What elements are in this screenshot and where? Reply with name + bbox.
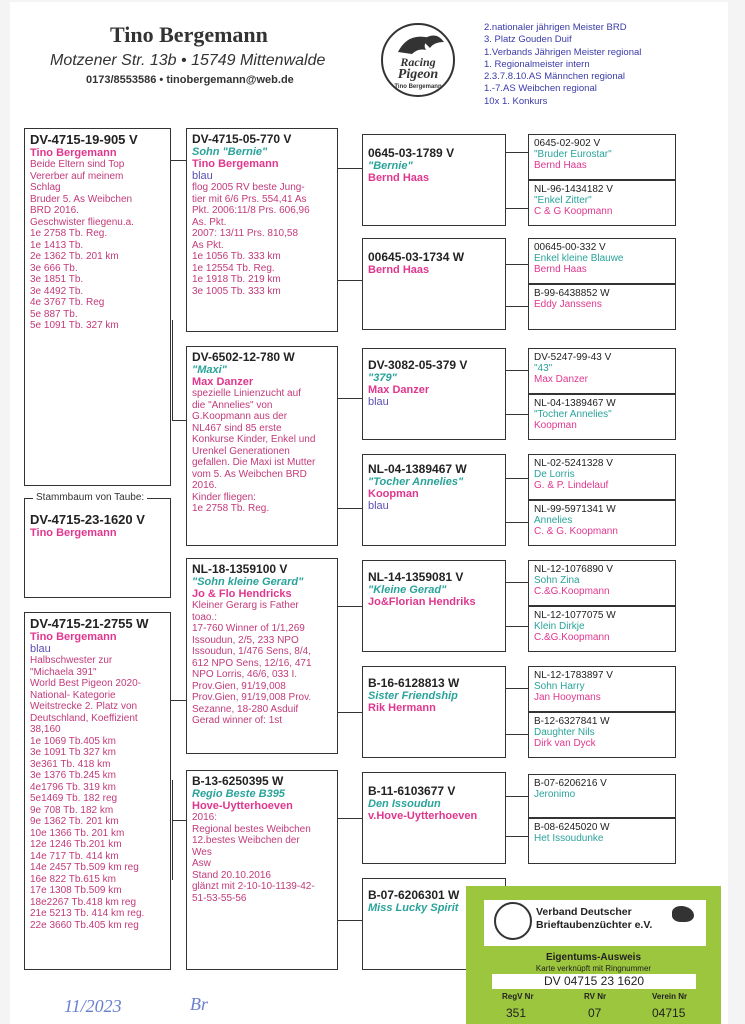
pigeon-name: Sohn "Bernie" — [192, 146, 268, 158]
ring-number: NL-99-5971341 W — [534, 504, 616, 515]
logo-line3: Tino Bergemann — [394, 84, 442, 90]
vdb-emblem-icon — [494, 902, 532, 940]
card-val-regv: 351 — [506, 1006, 527, 1020]
pigeon-name: "Tocher Annelies" — [368, 476, 464, 488]
pedigree-card-dam-main — [24, 612, 171, 970]
pedigree-card-gen3-12 — [528, 712, 676, 758]
owner-name: Tino Bergemann — [30, 527, 117, 539]
pigeon-name: Daughter Nils — [534, 727, 595, 738]
pedigree-card-gen3-10 — [528, 606, 676, 652]
ring-number: B-12-6327841 W — [534, 716, 610, 727]
ownership-card — [466, 886, 721, 1024]
pedigree-card-gen3-6 — [528, 394, 676, 440]
owner-name: Bernd Haas — [534, 264, 587, 275]
owner-name: v.Hove-Uytterhoeven — [368, 810, 478, 822]
pigeon-name: "379" — [368, 372, 397, 384]
pedigree-notes: 2016: Regional bestes Weibchen 12.bestes Weibchen der Wes Asw Stand 20.10.2016 glänzt mit 2-10-10-1139-42- 51-53-55-56 — [192, 812, 315, 904]
pigeon-name: Den Issoudun — [368, 798, 441, 810]
achievement-item: 2.nationaler jährigen Meister BRD — [484, 22, 627, 33]
pigeon-name: Regio Beste B395 — [192, 788, 285, 800]
owner-name: Dirk van Dyck — [534, 738, 596, 749]
owner-name: Bernd Haas — [534, 160, 587, 171]
owner-name: Max Danzer — [368, 384, 430, 396]
pigeon-name: Miss Lucky Spirit — [368, 902, 459, 914]
pigeon-name: Klein Dirkje — [534, 621, 585, 632]
ring-number: NL-96-1434182 V — [534, 184, 613, 195]
owner-name: C & G Koopmann — [534, 206, 613, 217]
owner-name: C. & G. Koopmann — [534, 526, 618, 537]
pigeon-name: Sohn Harry — [534, 681, 585, 692]
ring-number: B-99-6438852 W — [534, 288, 610, 299]
ring-number: NL-14-1359081 V — [368, 570, 464, 584]
pedigree-card-gen1-3 — [186, 558, 338, 754]
pedigree-card-gen3-13 — [528, 774, 676, 818]
ring-number: B-11-6103677 V — [368, 784, 456, 798]
pedigree-notes: spezielle Linienzucht auf die "Annelies" von G.Koopmann aus der NL467 sind 85 erste Konkurse Kinder, Enkel und Urenkel Generationen gefallen. Die Maxi ist Mutter vom 5. As Weibchen BRD 2016. Kinder fliegen: 1e 2758 Tb. Reg. — [192, 388, 316, 514]
owner-name: Rik Hermann — [368, 702, 436, 714]
pedigree-card-gen3-8 — [528, 500, 676, 546]
owner-name: Koopman — [534, 420, 577, 431]
pedigree-card-gen3-1 — [528, 134, 676, 180]
ring-number: B-07-6206216 V — [534, 778, 607, 789]
card-val-verein: 04715 — [652, 1006, 686, 1020]
racing-pigeon-logo — [378, 22, 458, 98]
pedigree-card-subject — [24, 498, 171, 598]
card-col-regv: RegV Nr — [502, 992, 534, 1001]
pigeon-icon — [672, 906, 694, 922]
pedigree-card-gen3-11 — [528, 666, 676, 712]
pedigree-card-gen3-14 — [528, 818, 676, 864]
pigeon-name: "Maxi" — [192, 364, 227, 376]
ring-number: DV-5247-99-43 V — [534, 352, 612, 363]
owner-name: Hove-Uytterhoeven — [192, 800, 293, 812]
owner-name: C.&G.Koopmann — [534, 632, 610, 643]
achievement-item: 3. Platz Gouden Duif — [484, 34, 572, 46]
achievements-list — [484, 22, 734, 108]
card-ring-number: DV 04715 23 1620 — [492, 974, 696, 989]
pedigree-notes: Beide Eltern sind Top Vererber auf meinem Schlag Bruder 5. As Weibchen BRD 2016. Geschwister fliegenu.a. 1e 2758 Tb. Reg. 1e 1413 Tb. 2e 1362 Tb. 201 km 3e 666 Tb. 3e 1851 Tb. 3e 4492 Tb. 4e 3767 Tb. Reg 5e 887 Tb. 5e 1091 Tb. 327 km — [30, 159, 134, 331]
pedigree-card-gen1-2 — [186, 346, 338, 546]
breeder-address: Motzener Str. 13b • 15749 Mittenwalde — [50, 52, 326, 69]
pedigree-card-gen3-7 — [528, 454, 676, 500]
card-subtitle: Karte verknüpft mit Ringnummer — [535, 964, 652, 973]
ring-number: NL-12-1783897 V — [534, 670, 613, 681]
pigeon-name: "Tocher Annelies" — [534, 409, 612, 420]
owner-name: Bernd Haas — [368, 172, 430, 184]
card-title: Eigentums-Ausweis — [545, 952, 642, 963]
color-label: blau — [192, 170, 213, 182]
ring-number: B-13-6250395 W — [192, 774, 284, 788]
pigeon-name: "Bruder Eurostar" — [534, 149, 612, 160]
achievement-item: 2.3.7.8.10.AS Männchen regional — [484, 71, 626, 83]
color-label: blau — [368, 396, 389, 408]
ring-number: DV-4715-19-905 V — [30, 132, 138, 147]
logo-line2: Pigeon — [397, 67, 439, 82]
color-label: blau — [30, 643, 51, 655]
achievement-item: 1.Verbands Jährigen Meister regional — [484, 46, 642, 58]
pedigree-card-gen3-2 — [528, 180, 676, 226]
pedigree-card-gen3-5 — [528, 348, 676, 394]
owner-name: Max Danzer — [534, 374, 588, 385]
pedigree-card-gen2-7 — [362, 772, 506, 864]
ring-number: DV-3082-05-379 V — [368, 358, 468, 372]
pedigree-notes: Halbschwester zur "Michaela 391" World Best Pigeon 2020- National- Kategorie Weitstrecke 2. Platz von Deutschland, Koeffizient 38,160 1e 1069 Tb.405 km 3e 1091 Tb 327 km 3e361 Tb. 418 km 3e 1376 Tb.245 km 4e1796 Tb. 319 km 5e1469 Tb. 182 reg 9e 708 Tb. 182 km 9e 1362 Tb. 201 km 10e 1366 Tb. 201 km 12e 1246 Tb.201 km 14e 717 Tb. 414 km 14e 2457 Tb.509 km reg 16e 822 Tb.615 km 17e 1308 Tb.509 km 18e2267 Tb.418 km reg 21e 5213 Tb. 414 km reg. 22e 3660 Tb.405 km reg — [30, 655, 145, 931]
pigeon-name: Het Issoudunke — [534, 833, 604, 844]
card-organization: Verband Deutscher Brieftaubenzüchter e.V. — [536, 906, 653, 931]
pedigree-notes: Kleiner Gerarg is Father toao.: 17-760 Winner of 1/1,269 Issoudun, 2/5, 233 NPO Issoudun, 1/476 Sens, 8/4, 612 NPO Sens, 12/16, 471 NPO Lorris, 46/6, 033 I. Prov.Gien, 91/19,008 Prov.Gien, 91/19,008 Prov. Sezanne, 18-280 Asduif Gerad winner of: 1st — [192, 600, 312, 726]
pigeon-name: De Lorris — [534, 469, 575, 480]
pedigree-card-gen2-2 — [362, 238, 506, 330]
pigeon-name: "Kleine Gerad" — [368, 584, 447, 596]
card-col-rv: RV Nr — [584, 992, 607, 1001]
owner-name: Eddy Janssens — [534, 299, 602, 310]
owner-name: Tino Bergemann — [30, 147, 117, 159]
color-label: blau — [368, 500, 389, 512]
pigeon-name: "Sohn kleine Gerard" — [192, 576, 304, 588]
pedigree-notes: flog 2005 RV beste Jung- tier mit 6/6 Prs. 554,41 As Pkt. 2006:11/8 Prs. 606,96 As. Pkt. 2007: 13/11 Prs. 810,58 As Pkt. 1e 1056 Tb. 333 km 1e 12554 Tb. Reg. 1e 1918 Tb. 219 km 3e 1005 Tb. 333 km — [192, 182, 310, 297]
ring-number: DV-4715-05-770 V — [192, 132, 292, 146]
ring-number: NL-12-1077075 W — [534, 610, 616, 621]
stammbaum-label: Stammbaum von Taube: — [33, 492, 147, 503]
ring-number: DV-6502-12-780 W — [192, 350, 295, 364]
card-val-rv: 07 — [588, 1006, 602, 1020]
ring-number: 00645-03-1734 W — [368, 250, 465, 264]
pedigree-card-gen2-1 — [362, 134, 506, 226]
ring-number: NL-04-1389467 W — [368, 462, 467, 476]
owner-name: Tino Bergemann — [192, 158, 279, 170]
pedigree-card-gen2-3 — [362, 348, 506, 440]
handwritten-initials: Br — [190, 994, 208, 1014]
logo-line1: Racing — [400, 55, 436, 69]
breeder-name: Tino Bergemann — [110, 22, 268, 47]
achievement-item: 1.-7.AS Weibchen regional — [484, 83, 597, 95]
ring-number: B-16-6128813 W — [368, 676, 460, 690]
achievement-item: 1. Regionalmeister intern — [484, 58, 590, 70]
ring-number: DV-4715-21-2755 W — [30, 616, 149, 631]
pedigree-card-gen1-4 — [186, 770, 338, 970]
pedigree-card-gen3-4 — [528, 284, 676, 330]
pedigree-card-gen1-1 — [186, 128, 338, 332]
ring-number: NL-02-5241328 V — [534, 458, 613, 469]
pigeon-name: Sister Friendship — [368, 690, 458, 702]
ring-number: 00645-00-332 V — [534, 242, 606, 253]
pigeon-name: Sohn Zina — [534, 575, 580, 586]
pigeon-name: "Bernie" — [368, 160, 413, 172]
pedigree-card-gen2-4 — [362, 454, 506, 546]
owner-name: Koopman — [368, 488, 419, 500]
pigeon-name: "Enkel Zitter" — [534, 195, 592, 206]
ring-number: NL-04-1389467 W — [534, 398, 616, 409]
owner-name: Jan Hooymans — [534, 692, 601, 703]
pigeon-name: Enkel kleine Blauwe — [534, 253, 624, 264]
owner-name: Bernd Haas — [368, 264, 430, 276]
pedigree-card-gen3-9 — [528, 560, 676, 606]
owner-name: C.&G.Koopmann — [534, 586, 610, 597]
pedigree-card-sire-main — [24, 128, 171, 486]
breeder-contact: 0173/8553586 • tinobergemann@web.de — [86, 74, 294, 86]
card-col-verein: Verein Nr — [652, 992, 688, 1001]
owner-name: Jo & Flo Hendricks — [192, 588, 292, 600]
pigeon-name: "43" — [534, 363, 553, 374]
pedigree-card-gen2-5 — [362, 560, 506, 652]
owner-name: Tino Bergemann — [30, 631, 117, 643]
pedigree-card-gen2-6 — [362, 666, 506, 758]
owner-name: Max Danzer — [192, 376, 254, 388]
owner-name: G. & P. Lindelauf — [534, 480, 609, 491]
ring-number: B-08-6245020 W — [534, 822, 610, 833]
ring-number: NL-18-1359100 V — [192, 562, 288, 576]
ring-number: 0645-03-1789 V — [368, 146, 455, 160]
pigeon-name: Jeronimo — [534, 789, 576, 800]
owner-name: Jo&Florian Hendriks — [368, 596, 476, 608]
pigeon-name: Annelies — [534, 515, 573, 526]
ring-number: 0645-02-902 V — [534, 138, 601, 149]
ring-number: NL-12-1076890 V — [534, 564, 613, 575]
pedigree-card-gen3-3 — [528, 238, 676, 284]
ring-number: B-07-6206301 W — [368, 888, 460, 902]
ring-number: DV-4715-23-1620 V — [30, 512, 145, 527]
handwritten-date: 11/2023 — [64, 996, 122, 1016]
achievement-item: 10x 1. Konkurs — [484, 95, 548, 107]
